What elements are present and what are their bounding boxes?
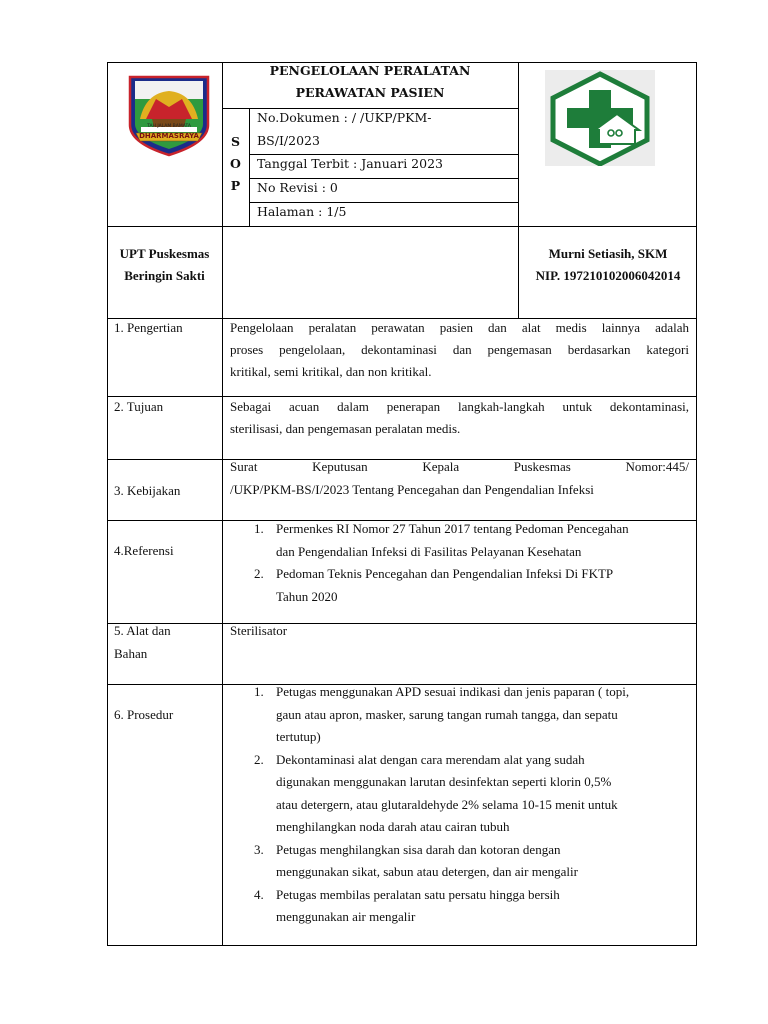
- kebijakan-word: Surat: [230, 459, 258, 474]
- referensi-list: [230, 518, 690, 608]
- list-line: Petugas menghilangkan sisa darah dan kotoran dengan: [276, 841, 561, 857]
- doc-number-cont: BS/I/2023: [257, 133, 320, 148]
- kebijakan-word: Puskesmas: [513, 459, 571, 474]
- kebijakan-word: Nomor:445/: [625, 459, 689, 474]
- list-number: 2.: [254, 751, 264, 767]
- page-number: Halaman : 1/5: [257, 204, 347, 219]
- section-label-pengertian: 1. Pengertian: [114, 320, 183, 335]
- regional-logo: [126, 75, 212, 157]
- list-line: Pedoman Teknis Pencegahan dan Pengendalian Infeksi Di FKTP: [276, 566, 614, 581]
- list-line: menggunakan sikat, sabun atau detergen, dan air mengalir: [276, 864, 578, 879]
- list-item: [230, 839, 690, 884]
- grid-line: [107, 226, 697, 227]
- sop-letter-p: P: [230, 178, 241, 193]
- kebijakan-word: Keputusan: [312, 459, 368, 474]
- list-line: menghilangkan noda darah atau cairan tubuh: [276, 819, 510, 834]
- section-label-tujuan: 2. Tujuan: [114, 399, 164, 414]
- list-item: [230, 563, 690, 608]
- section-label-alat: 5. Alat dan: [114, 623, 171, 638]
- list-number: 4.: [254, 886, 264, 902]
- prosedur-list: [230, 681, 690, 929]
- regional-logo-text: TAH JALAM BAMATA: [147, 124, 191, 129]
- list-line: menggunakan air mengalir: [276, 909, 416, 924]
- list-number: 1.: [254, 521, 264, 536]
- head-nip: NIP. 197210102006042014: [535, 268, 681, 283]
- list-item: [230, 749, 690, 839]
- grid-line: [107, 623, 697, 624]
- kebijakan-line: [230, 456, 689, 478]
- sop-letter-s: S: [230, 134, 241, 149]
- list-line: Petugas membilas peralatan satu persatu hingga bersih: [276, 886, 560, 902]
- doc-number: No.Dokumen : / /UKP/PKM-: [257, 110, 432, 125]
- list-line: atau detergern, atau glutaraldehyde 2% selama 10-15 menit untuk: [276, 796, 618, 812]
- alat-value: Sterilisator: [230, 623, 288, 638]
- list-line: dan Pengendalian Infeksi di Fasilitas Pelayanan Kesehatan: [276, 543, 582, 559]
- list-line: digunakan menggunakan larutan desinfektan seperti klorin 0,5%: [276, 774, 612, 789]
- tujuan-line: Sebagai acuan dalam penerapan langkah-langkah untuk dekontaminasi,: [230, 399, 689, 414]
- org-name-line2: Beringin Sakti: [124, 268, 205, 283]
- grid-line: [249, 108, 250, 226]
- list-line: Dekontaminasi alat dengan cara merendam alat yang sudah: [276, 751, 585, 767]
- regional-logo-banner: DHARMASRAYA: [139, 132, 199, 140]
- tujuan-line: sterilisasi, dan pengemasan peralatan medis.: [230, 421, 461, 436]
- list-number: 3.: [254, 841, 264, 857]
- list-number: 1.: [254, 684, 264, 699]
- doc-title-line1: PENGELOLAAN PERALATAN: [269, 63, 471, 78]
- list-item: [230, 681, 690, 749]
- revision-number: No Revisi : 0: [257, 180, 338, 195]
- kebijakan-line: /UKP/PKM-BS/I/2023 Tentang Pencegahan dan Pengendalian Infeksi: [230, 482, 594, 497]
- list-line: Tahun 2020: [276, 588, 338, 604]
- list-number: 2.: [254, 566, 264, 581]
- list-line: tertutup): [276, 729, 321, 744]
- org-name-line1: UPT Puskesmas: [119, 246, 210, 261]
- section-label-prosedur: 6. Prosedur: [114, 707, 174, 722]
- section-label-alat-cont: Bahan: [114, 646, 148, 661]
- kebijakan-word: Kepala: [422, 459, 460, 474]
- doc-title-line2: PERAWATAN PASIEN: [295, 85, 445, 100]
- puskesmas-logo: [545, 70, 655, 166]
- list-item: [230, 518, 690, 563]
- pengertian-line: kritikal, semi kritikal, dan non kritikal.: [230, 364, 432, 379]
- list-line: Petugas menggunakan APD sesuai indikasi dan jenis paparan ( topi,: [276, 684, 630, 699]
- head-name: Murni Setiasih, SKM: [548, 246, 668, 261]
- issue-date: Tanggal Terbit : Januari 2023: [257, 156, 443, 171]
- section-label-kebijakan: 3. Kebijakan: [114, 483, 181, 498]
- list-line: Permenkes RI Nomor 27 Tahun 2017 tentang Pedoman Pencegahan: [276, 521, 629, 536]
- list-item: [230, 884, 690, 929]
- list-line: gaun atau apron, masker, sarung tangan rumah tangga, dan sepatu: [276, 706, 618, 722]
- sop-letter-o: O: [230, 156, 241, 171]
- pengertian-line: Pengelolaan peralatan perawatan pasien dan alat medis lainnya adalah: [230, 320, 689, 335]
- section-label-referensi: 4.Referensi: [114, 543, 174, 558]
- pengertian-line: proses pengelolaan, dekontaminasi dan pengemasan berdasarkan kategori: [230, 342, 689, 357]
